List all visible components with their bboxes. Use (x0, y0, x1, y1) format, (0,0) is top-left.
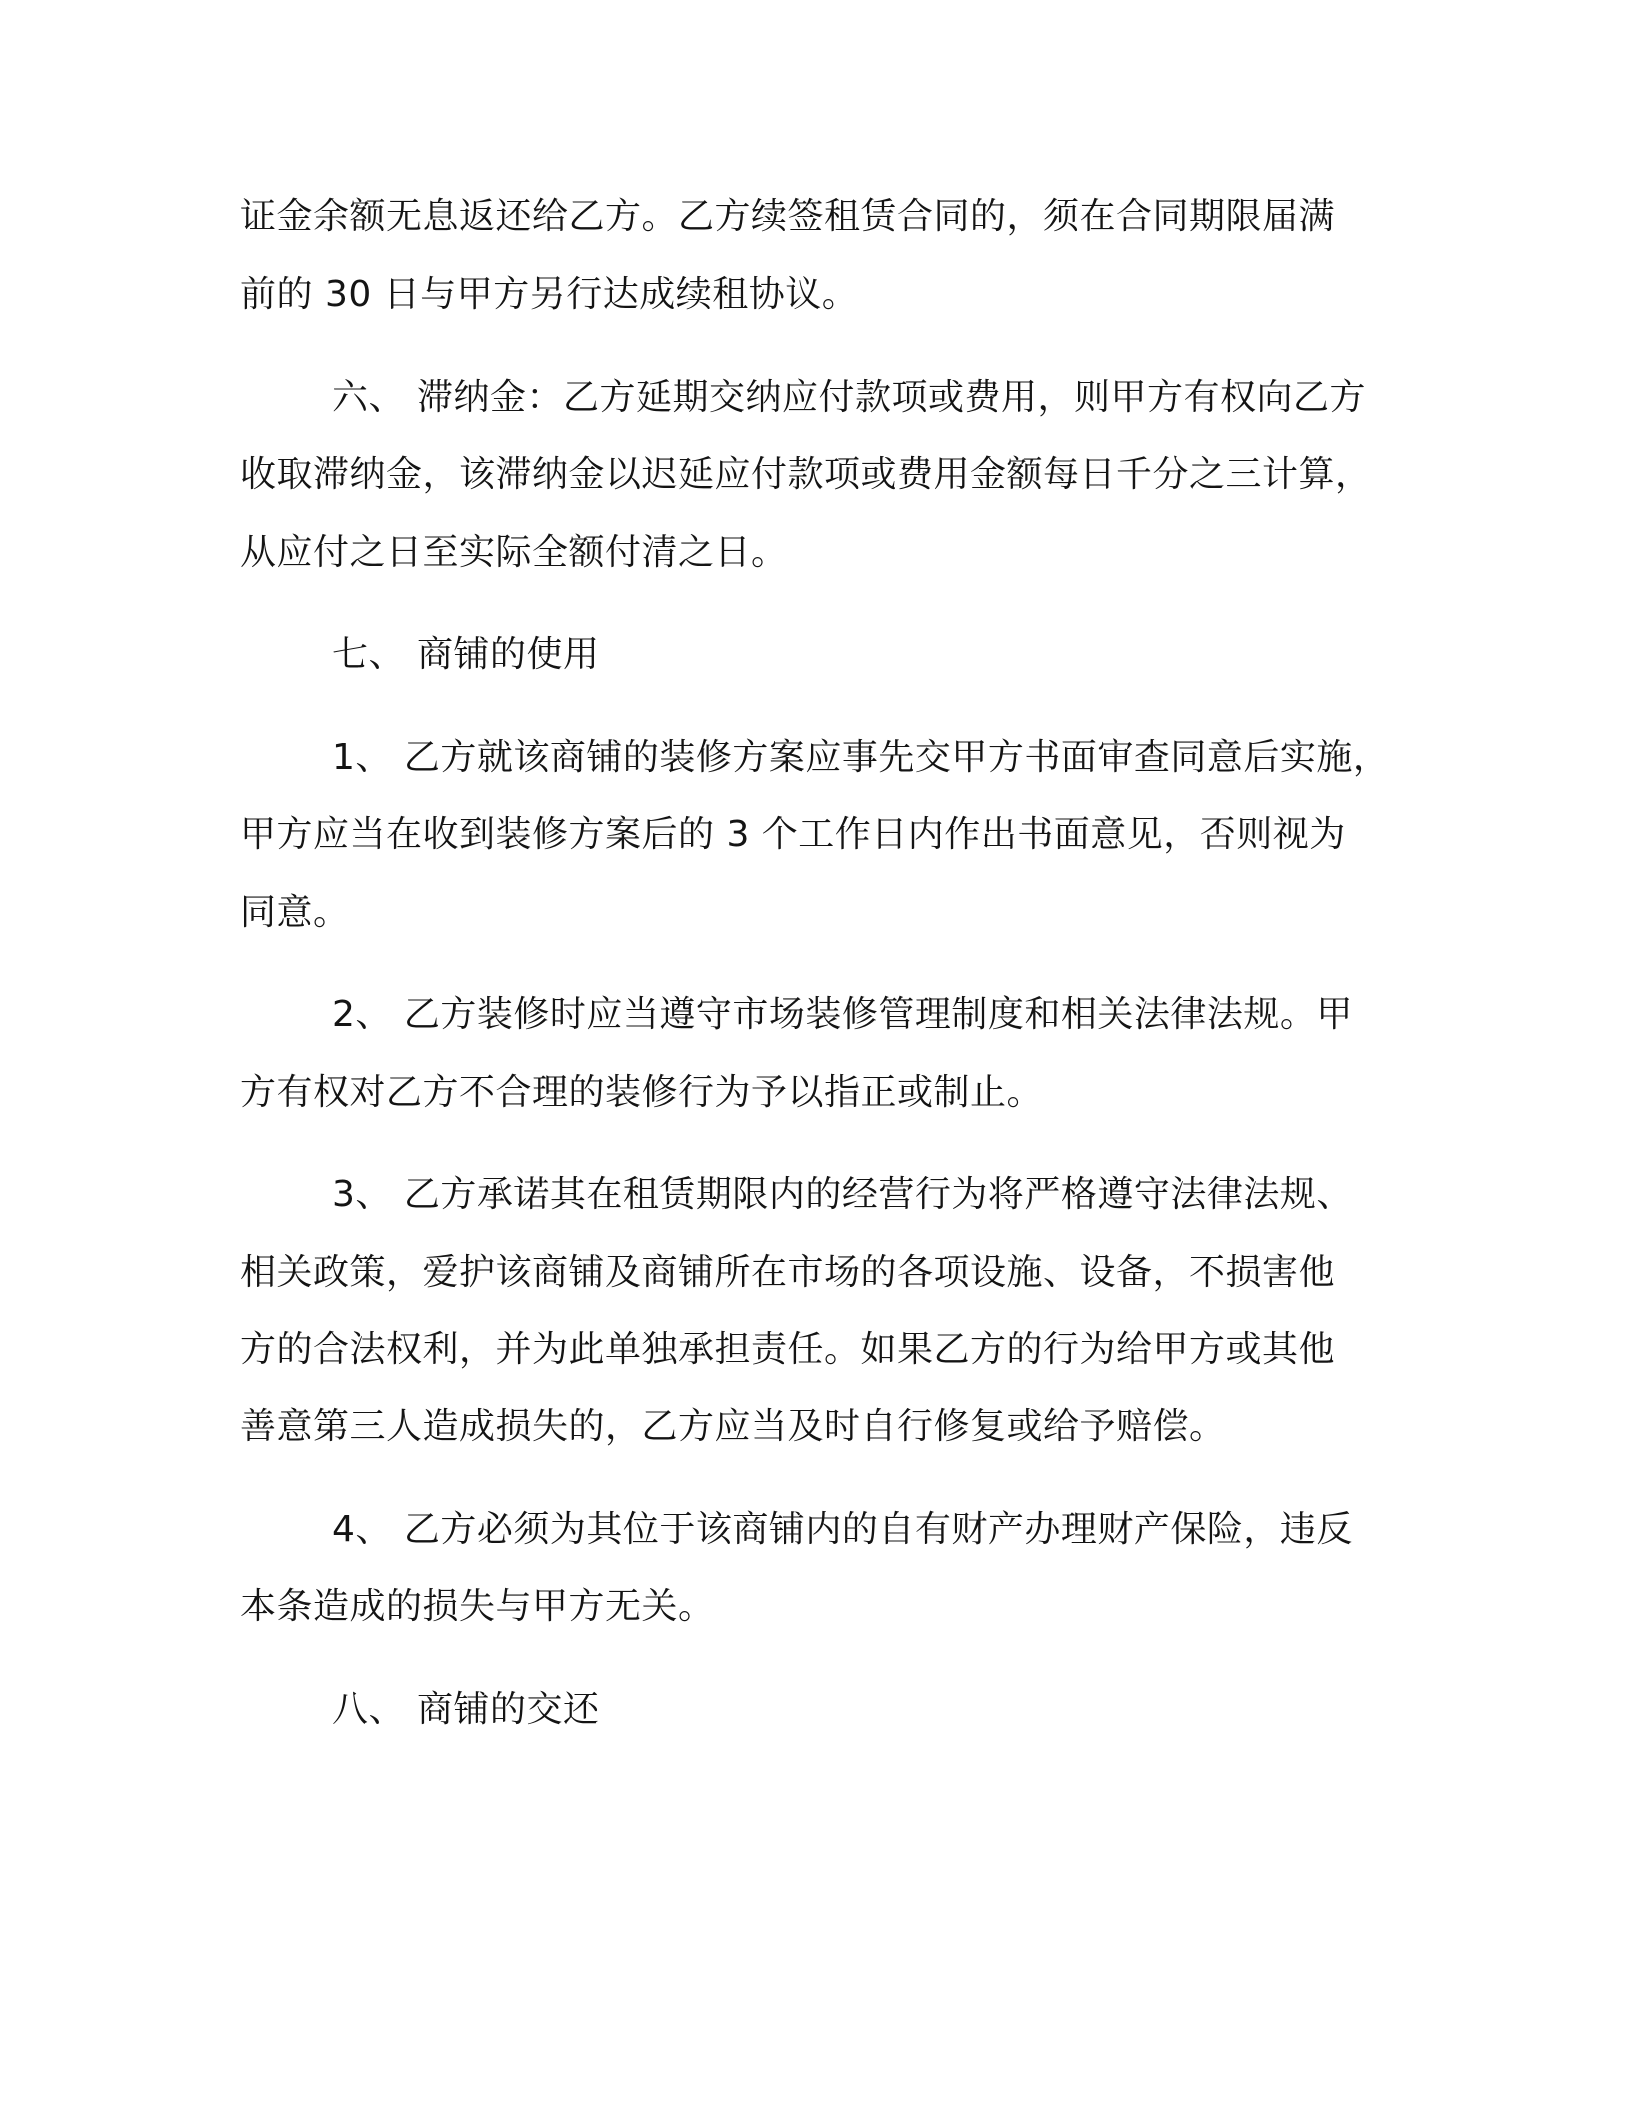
text-line: 善意第三人造成损失的，乙方应当及时自行修复或给予赔偿。 (240, 1406, 1226, 1447)
text-line: 同意。 (240, 892, 350, 933)
text-line: 从应付之日至实际全额付清之日。 (240, 532, 788, 573)
clause-2-line: 2、 乙方装修时应当遵守市场装修管理制度和相关法律法规。甲 (332, 994, 1353, 1035)
clause-4-line: 4、 乙方必须为其位于该商铺内的自有财产办理财产保险，违反 (332, 1509, 1353, 1550)
text-line: 证金余额无息返还给乙方。乙方续签租赁合同的，须在合同期限届满 (240, 196, 1336, 237)
text-line: 收取滞纳金，该滞纳金以迟延应付款项或费用金额每日千分之三计算， (240, 454, 1372, 495)
section-seven-heading: 七、 商铺的使用 (332, 634, 600, 675)
text-line: 本条造成的损失与甲方无关。 (240, 1586, 715, 1627)
text-line: 方有权对乙方不合理的装修行为予以指正或制止。 (240, 1072, 1044, 1113)
section-eight-heading: 八、 商铺的交还 (332, 1689, 600, 1730)
section-six-heading-line: 六、 滞纳金：乙方延期交纳应付款项或费用，则甲方有权向乙方 (332, 377, 1366, 418)
clause-3-line: 3、 乙方承诺其在租赁期限内的经营行为将严格遵守法律法规、 (332, 1174, 1353, 1215)
text-line: 方的合法权利，并为此单独承担责任。如果乙方的行为给甲方或其他 (240, 1329, 1336, 1370)
text-line: 相关政策，爱护该商铺及商铺所在市场的各项设施、设备，不损害他 (240, 1252, 1336, 1293)
text-line: 前的 30 日与甲方另行达成续租协议。 (240, 274, 859, 315)
clause-1-line: 1、 乙方就该商铺的装修方案应事先交甲方书面审查同意后实施， (332, 737, 1390, 778)
text-line: 甲方应当在收到装修方案后的 3 个工作日内作出书面意见，否则视为 (240, 814, 1346, 855)
